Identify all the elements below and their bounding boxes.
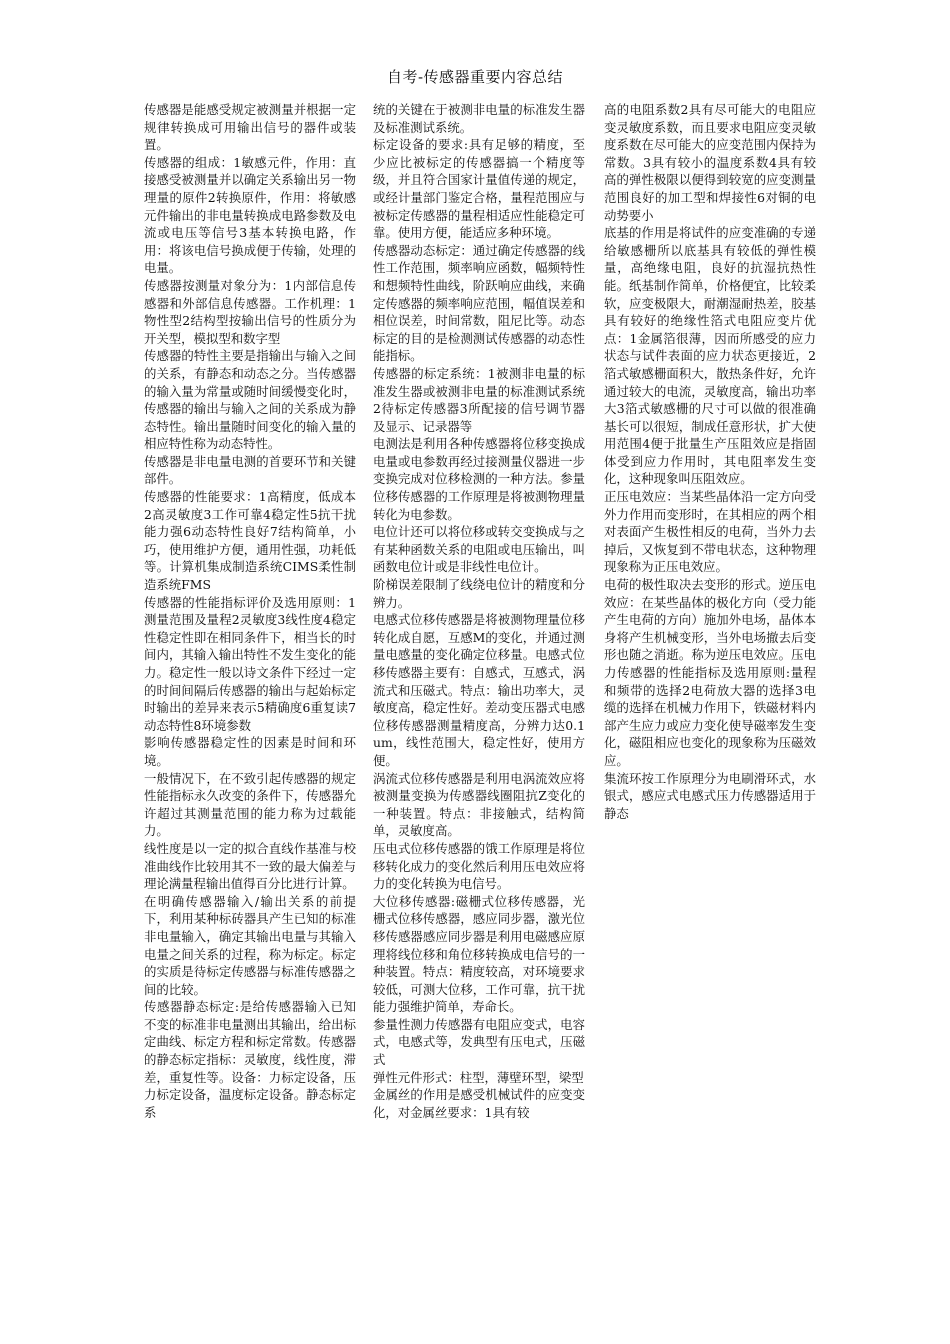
text-column-3 [604, 101, 816, 822]
paragraph: 阶梯误差限制了线绕电位计的精度和分辨力。 [373, 577, 585, 610]
paragraph: 传感器静态标定:是给传感器输入已知不变的标准非电量测出其输出，给出标定曲线、标定方程和标定常数。传感器的静态标定指标：灵敏度，线性度，滞差，重复性等。设备：力标定设备，压力标定设备，温度标定设备。静态标定系 [144, 999, 356, 1120]
paragraph: 电感式位移传感器是将被测物理量位移转化成自愿，互感M的变化，并通过测量电感量的变化确定位移量。电感式位移传感器主要有：自感式，互感式，涡流式和压磁式。特点：输出功率大，灵敏度高，稳定性好。差动变压器式电感位移传感器测量精度高，分辨力达0.1um，线性范围大，稳定性好，使用方便。 [373, 612, 585, 768]
paragraph: 统的关键在于被测非电量的标准发生器及标准测试系统。 [373, 102, 585, 135]
paragraph: 传感器按测量对象分为：1内部信息传感器和外部信息传感器。工作机理：1物性型2结构型按输出信号的性质分为开关型，模拟型和数字型 [144, 277, 356, 346]
paragraph: 传感器的性能指标评价及选用原则：1测量范围及量程2灵敏度3线性度4稳定性稳定性即在相同条件下，相当长的时间内，其输入输出特性不发生变化的能力。稳定性一般以诗文条件下经过一定的时间间隔后传感器的输出与起始标定时输出的差异来表示5精确度6重复读7动态特性8环境参数 [144, 594, 356, 733]
paragraph: 底基的作用是将试件的应变准确的专递给敏感栅所以底基具有较低的弹性模量，高绝缘电阻，良好的抗湿抗热性能。纸基制作简单，价格便宜，比较柔软，应变极限大，耐潮湿耐热差，胶基具有较好的绝缘性箔式电阻应变片优点：1金属箔很薄，因而所感受的应力状态与试件表面的应力状态更接近，2箔式敏感栅面积大，散热条件好，允许通过较大的电流，灵敏度高，输出功率大3箔式敏感栅的尺寸可以做的很准确基长可以很短，制成任意形状，扩大使用范围4便于批量生产压阻效应是指固体受到应力作用时，其电阻率发生变化，这种现象叫压阻效应。 [604, 225, 816, 487]
paragraph: 高的电阻系数2具有尽可能大的电阻应变灵敏度系数，而且要求电阻应变灵敏度系数在尽可能大的应变范围内保持为常数。3具有较小的温度系数4具有较高的弹性极限以便得到较宽的应变测量范围良好的加工型和焊接性6对铜的电动势要小 [604, 102, 816, 223]
paragraph: 正压电效应：当某些晶体沿一定方向受外力作用而变形时，在其相应的两个相对表面产生极性相反的电荷，当外力去掉后，又恢复到不带电状态，这种物理现象称为正压电效应。 [604, 489, 816, 575]
paragraph: 金属丝的作用是感受机械试件的应变变化，对金属丝要求：1具有较 [373, 1087, 585, 1120]
paragraph: 传感器的组成：1敏感元件，作用：直接感受被测量并以确定关系输出另一物理量的原件2转换原件，作用：将敏感元件输出的非电量转换成电路参数及电流或电压等信号3基本转换电路，作用：将该电信号换成便于传输，处理的电量。 [144, 154, 356, 276]
paragraph: 传感器动态标定：通过确定传感器的线性工作范围，频率响应函数，幅频特性和想频特性曲线，阶跃响应曲线，来确定传感器的频率响应范围，幅值误差和相位误差，时间常数，阻尼比等。动态标定的目的是检测测试传感器的动态性能指标。 [373, 242, 585, 364]
paragraph: 压电式位移传感器的饿工作原理是将位移转化成力的变化然后利用压电效应将力的变化转换为电信号。 [373, 840, 585, 892]
paragraph: 电位计还可以将位移或转交变换成与之有某种函数关系的电阻或电压输出，叫函数电位计或是非线性电位计。 [373, 524, 585, 575]
paragraph: 一般情况下，在不致引起传感器的规定性能指标永久改变的条件下，传感器允许超过其测量范围的能力称为过载能力。 [144, 770, 356, 839]
paragraph: 参量性测力传感器有电阻应变式，电容式，电感式等，发典型有压电式，压磁式 [373, 1016, 585, 1068]
text-column-1 [144, 101, 356, 1121]
paragraph: 涡流式位移传感器是利用电涡流效应将被测量变换为传感器线圈阻抗Z变化的一种装置。特点：非接触式，结构简单，灵敏度高。 [373, 770, 585, 839]
paragraph: 传感器的特性主要是指输出与输入之间的关系，有静态和动态之分。当传感器的输入量为常量或随时间缓慢变化时，传感器的输出与输入之间的关系成为静态特性。输出量随时间变化的输入量的相应特性称为动态特性。 [144, 348, 356, 452]
paragraph: 在明确传感器输入/输出关系的前提下，利用某种标砖器具产生已知的标准非电量输入，确定其输出电量与其输入电量之间关系的过程，称为标定。标定的实质是待标定传感器与标准传感器之间的比较。 [144, 893, 356, 997]
paragraph: 电测法是利用各种传感器将位移变换成电量或电参数再经过接测量仪器进一步变换完成对位移检测的一种方法。参量位移传感器的工作原理是将被测物理量转化为电参数。 [373, 436, 585, 522]
paragraph: 线性度是以一定的拟合直线作基准与校准曲线作比较用其不一致的最大偏差与理论满量程输出值得百分比进行计算。 [144, 840, 356, 892]
paragraph: 影响传感器稳定性的因素是时间和环境。 [144, 735, 356, 768]
paragraph: 电荷的极性取决去变形的形式。逆压电效应：在某些晶体的极化方向（受力能产生电荷的方向）施加外电场，晶体本身将产生机械变形，当外电场撤去后变形也随之消逝。称为逆压电效应。压电力传感器的性能指标及选用原则:量程和频带的选择2电荷放大器的选择3电缆的选择在机械力作用下，铁磁材料内部产生应力或应力变化使导磁率发生变化，磁阻相应也变化的现象称为压磁效应。 [604, 577, 816, 768]
paragraph: 标定设备的要求:具有足够的精度，至少应比被标定的传感器搞一个精度等级，并且符合国家计量值传递的规定，或经计量部门鉴定合格，量程范围应与被标定传感器的量程相适应性能稳定可靠。使用方便，能适应多种环境。 [373, 137, 585, 241]
paragraph: 传感器的标定系统：1被测非电量的标准发生器或被测非电量的标准测试系统2待标定传感器3所配接的信号调节器及显示、记录器等 [373, 365, 585, 434]
paragraph: 弹性元件形式：柱型，薄壁环型，梁型 [373, 1069, 584, 1085]
document-title: 自考-传感器重要内容总结 [386, 68, 564, 86]
paragraph: 传感器是能感受规定被测量并根据一定规律转换成可用输出信号的器件或装置。 [144, 102, 356, 153]
text-column-2 [373, 101, 585, 1121]
paragraph: 传感器的性能要求：1高精度，低成本2高灵敏度3工作可靠4稳定性5抗干扰能力强6动态特性良好7结构简单，小巧，使用维护方便，通用性强，功耗低等。计算机集成制造系统CIMS柔性制造系统FMS [144, 489, 356, 593]
paragraph: 集流环按工作原理分为电刷滑环式，水银式，感应式电感式压力传感器适用于静态 [604, 770, 816, 821]
paragraph: 大位移传感器:磁栅式位移传感器，光栅式位移传感器，感应同步器，激光位移传感器感应同步器是利用电磁感应原理将线位移和角位移转换成电信号的一种装置。特点：精度较高，对环境要求较低，可测大位移，工作可靠，抗干扰能力强维护简单，寿命长。 [373, 893, 585, 1015]
paragraph: 传感器是非电量电测的首要环节和关键部件。 [144, 453, 356, 487]
